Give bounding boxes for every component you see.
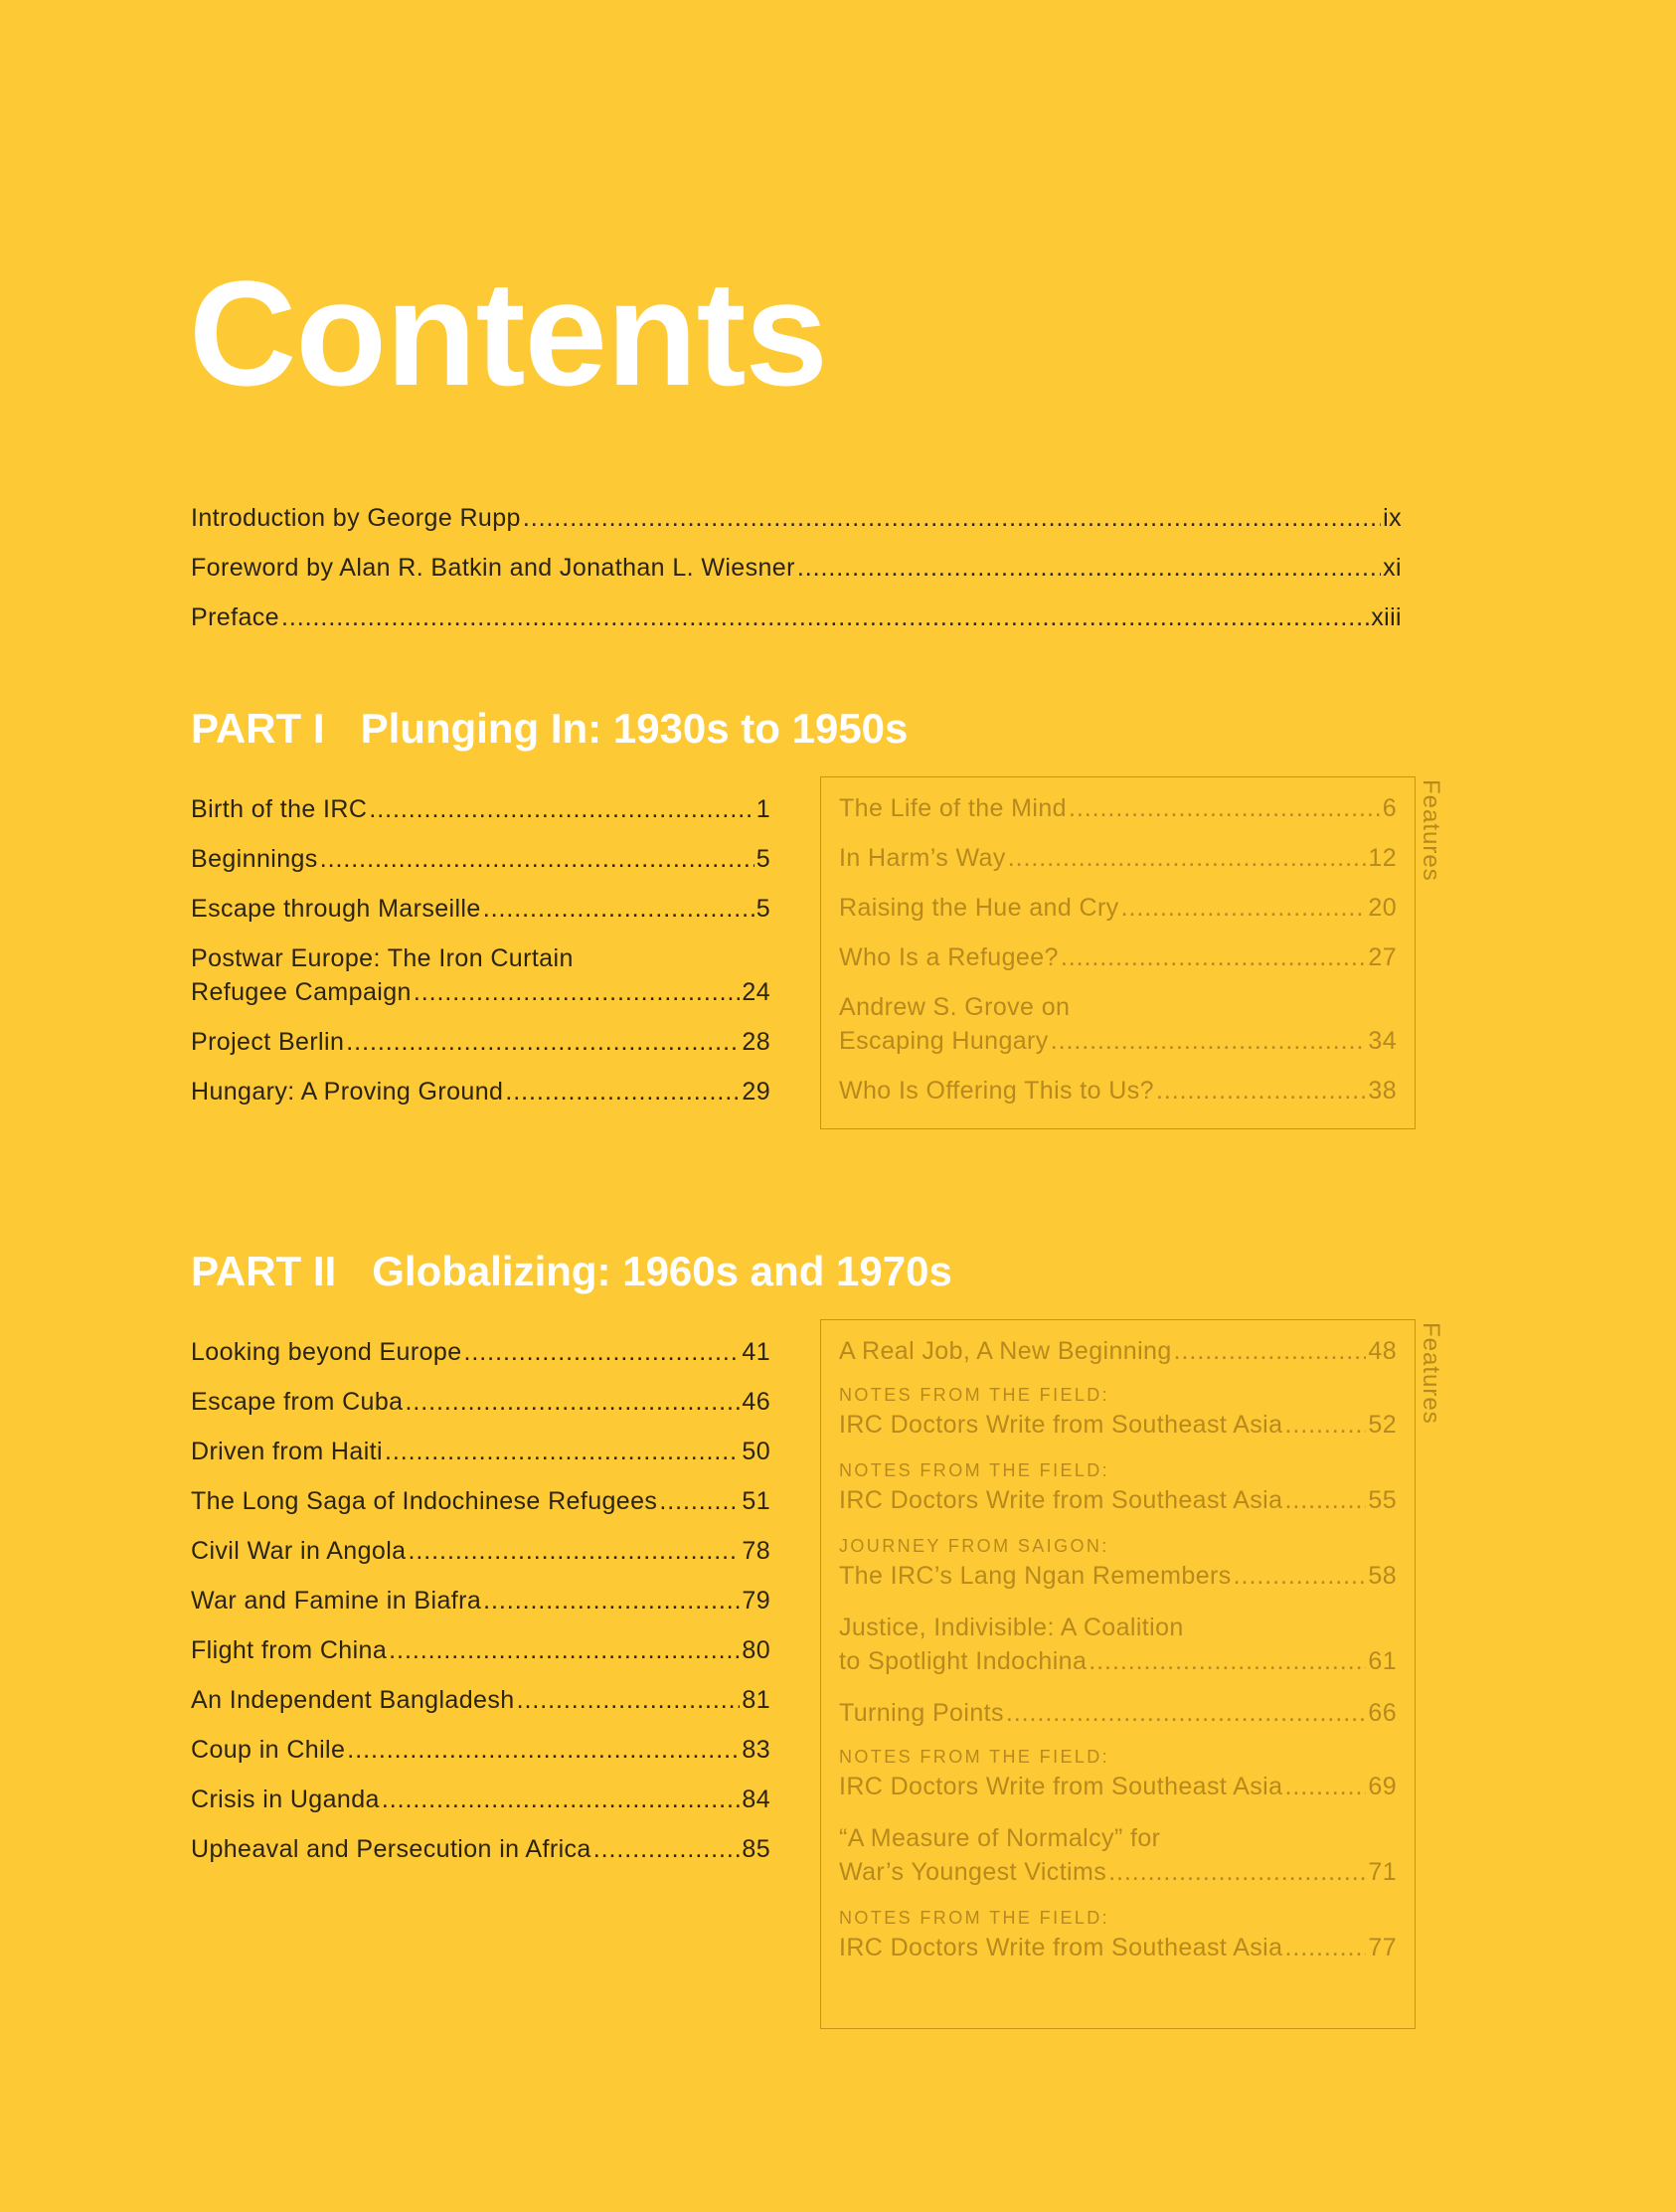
toc-entry[interactable] — [191, 1633, 770, 1667]
features-tab-label: Features — [1418, 779, 1444, 882]
feature-entry[interactable] — [839, 891, 1397, 925]
dot-leader — [408, 1534, 740, 1568]
dot-leader — [1051, 1024, 1367, 1058]
entry-label: Project Berlin — [191, 1028, 345, 1056]
entry-page-number: 69 — [1368, 1773, 1397, 1800]
part-2-features-box — [820, 1319, 1416, 2029]
toc-entry[interactable] — [191, 1584, 770, 1617]
entry-page-number: 84 — [742, 1786, 770, 1813]
entry-label: A Real Job, A New Beginning — [839, 1337, 1172, 1365]
entry-label: Civil War in Angola — [191, 1537, 407, 1565]
entry-label: Introduction by George Rupp — [191, 504, 521, 532]
dot-leader — [483, 892, 754, 926]
feature-entry-line2 — [839, 1024, 1397, 1058]
dot-leader — [593, 1832, 741, 1866]
entry-page-number: 85 — [742, 1835, 770, 1863]
toc-entry[interactable] — [191, 1385, 770, 1419]
dot-leader — [505, 1075, 740, 1108]
entry-page-number: xi — [1383, 554, 1402, 582]
entry-label: The IRC’s Lang Ngan Remembers — [839, 1562, 1232, 1590]
dot-leader — [1121, 891, 1367, 925]
toc-entry-multiline[interactable] — [191, 941, 770, 1009]
entry-page-number: 20 — [1368, 894, 1397, 922]
entry-label: IRC Doctors Write from Southeast Asia — [839, 1773, 1283, 1800]
dot-leader — [281, 600, 1369, 634]
front-matter-list — [191, 501, 1402, 650]
entry-page-number: 78 — [742, 1537, 770, 1565]
entry-page-number: 77 — [1368, 1934, 1397, 1961]
feature-entry[interactable] — [839, 1074, 1397, 1107]
part-title: Globalizing: 1960s and 1970s — [372, 1248, 952, 1294]
toc-entry[interactable] — [191, 892, 770, 926]
toc-entry[interactable] — [191, 1733, 770, 1767]
toc-entry[interactable] — [191, 792, 770, 826]
dot-leader — [659, 1484, 740, 1518]
dot-leader — [346, 1025, 740, 1059]
feature-entry-line2 — [839, 1408, 1397, 1442]
part-2-chapter-list — [191, 1335, 770, 1882]
entry-label: IRC Doctors Write from Southeast Asia — [839, 1934, 1283, 1961]
feature-entry-multiline[interactable] — [839, 990, 1397, 1058]
feature-entry-multiline[interactable] — [839, 1535, 1397, 1593]
dot-leader — [1284, 1931, 1366, 1964]
dot-leader — [523, 501, 1381, 535]
dot-leader — [320, 842, 754, 876]
feature-entry-multiline[interactable] — [839, 1384, 1397, 1442]
entry-page-number: 41 — [742, 1338, 770, 1366]
feature-kicker: NOTES FROM THE FIELD: — [839, 1385, 1110, 1405]
entry-label: The Life of the Mind — [839, 794, 1067, 822]
entry-label: IRC Doctors Write from Southeast Asia — [839, 1486, 1283, 1514]
entry-page-number: 58 — [1368, 1562, 1397, 1590]
dot-leader — [517, 1683, 741, 1717]
feature-entry-multiline[interactable] — [839, 1459, 1397, 1517]
entry-label: War and Famine in Biafra — [191, 1587, 482, 1615]
dot-leader — [1061, 940, 1367, 974]
toc-entry[interactable] — [191, 1025, 770, 1059]
part-title: Plunging In: 1930s to 1950s — [360, 705, 909, 752]
entry-page-number: 52 — [1368, 1411, 1397, 1439]
entry-label: Beginnings — [191, 845, 318, 873]
entry-page-number: 46 — [742, 1388, 770, 1416]
entry-label: An Independent Bangladesh — [191, 1686, 515, 1714]
dot-leader — [1089, 1644, 1366, 1678]
entry-page-number: 83 — [742, 1736, 770, 1764]
entry-page-number: 79 — [742, 1587, 770, 1615]
toc-entry[interactable] — [191, 1484, 770, 1518]
toc-entry[interactable] — [191, 600, 1402, 634]
part-number: PART II — [191, 1248, 337, 1294]
entry-label-line1: Postwar Europe: The Iron Curtain — [191, 944, 574, 972]
entry-page-number: 12 — [1368, 844, 1397, 872]
entry-page-number: ix — [1383, 504, 1402, 532]
entry-page-number: 28 — [742, 1028, 770, 1056]
dot-leader — [1069, 791, 1381, 825]
entry-label: Birth of the IRC — [191, 795, 368, 823]
entry-label: Turning Points — [839, 1699, 1004, 1727]
entry-page-number: 61 — [1368, 1647, 1397, 1675]
entry-label-line1: “A Measure of Normalcy” for — [839, 1824, 1161, 1852]
entry-label: Coup in Chile — [191, 1736, 346, 1764]
entry-page-number: 5 — [755, 845, 770, 873]
entry-label: Who Is Offering This to Us? — [839, 1077, 1154, 1105]
part-2-heading — [191, 1247, 952, 1296]
dot-leader — [347, 1733, 740, 1767]
entry-label: In Harm’s Way — [839, 844, 1006, 872]
dot-leader — [1006, 1696, 1367, 1730]
dot-leader — [369, 792, 754, 826]
toc-entry[interactable] — [191, 1335, 770, 1369]
feature-kicker: NOTES FROM THE FIELD: — [839, 1747, 1110, 1767]
entry-label: The Long Saga of Indochinese Refugees — [191, 1487, 658, 1515]
dot-leader — [1008, 841, 1367, 875]
entry-page-number: 71 — [1368, 1858, 1397, 1886]
entry-page-number: 1 — [755, 795, 770, 823]
part-1-features-box — [820, 776, 1416, 1129]
entry-page-number: 29 — [742, 1078, 770, 1106]
dot-leader — [414, 975, 741, 1009]
dot-leader — [1284, 1770, 1366, 1803]
entry-label: Preface — [191, 603, 279, 631]
entry-label: Refugee Campaign — [191, 978, 412, 1006]
entry-page-number: xiii — [1371, 603, 1402, 631]
entry-label-line1: Andrew S. Grove on — [839, 993, 1071, 1021]
toc-entry[interactable] — [191, 1683, 770, 1717]
entry-label: Foreword by Alan R. Batkin and Jonathan L. Wiesner — [191, 554, 795, 582]
entry-label-line1: Justice, Indivisible: A Coalition — [839, 1614, 1184, 1641]
dot-leader — [382, 1783, 741, 1816]
feature-kicker: JOURNEY FROM SAIGON: — [839, 1536, 1109, 1556]
toc-entry[interactable] — [191, 842, 770, 876]
entry-label: Flight from China — [191, 1636, 388, 1664]
dot-leader — [1284, 1408, 1366, 1442]
feature-entry-line2 — [839, 1644, 1397, 1678]
dot-leader — [483, 1584, 740, 1617]
dot-leader — [1174, 1334, 1367, 1368]
feature-kicker: NOTES FROM THE FIELD: — [839, 1460, 1110, 1480]
toc-entry[interactable] — [191, 551, 1402, 585]
feature-entry-line2 — [839, 1770, 1397, 1803]
toc-entry[interactable] — [191, 501, 1402, 535]
toc-entry[interactable] — [191, 1832, 770, 1866]
toc-entry[interactable] — [191, 1435, 770, 1468]
part-1-chapter-list — [191, 792, 770, 1124]
entry-page-number: 51 — [742, 1487, 770, 1515]
entry-label: Who Is a Refugee? — [839, 943, 1059, 971]
entry-label: Escape from Cuba — [191, 1388, 404, 1416]
dot-leader — [389, 1633, 740, 1667]
feature-kicker: NOTES FROM THE FIELD: — [839, 1908, 1110, 1928]
entry-page-number: 24 — [742, 978, 770, 1006]
feature-entry-multiline[interactable] — [839, 1611, 1397, 1678]
feature-entry[interactable] — [839, 940, 1397, 974]
dot-leader — [797, 551, 1381, 585]
entry-page-number: 6 — [1382, 794, 1397, 822]
feature-entry[interactable] — [839, 1334, 1397, 1368]
entry-page-number: 48 — [1368, 1337, 1397, 1365]
dot-leader — [385, 1435, 740, 1468]
toc-entry[interactable] — [191, 1783, 770, 1816]
toc-entry[interactable] — [191, 1075, 770, 1108]
entry-label: Escape through Marseille — [191, 895, 481, 923]
entry-label: Crisis in Uganda — [191, 1786, 380, 1813]
entry-page-number: 5 — [755, 895, 770, 923]
feature-entry-line2 — [839, 1483, 1397, 1517]
toc-entry[interactable] — [191, 1534, 770, 1568]
part-number: PART I — [191, 705, 325, 752]
entry-label: to Spotlight Indochina — [839, 1647, 1088, 1675]
dot-leader — [464, 1335, 741, 1369]
feature-entry-multiline[interactable] — [839, 1907, 1397, 1964]
feature-entry-line2 — [839, 1559, 1397, 1593]
toc-entry-line2 — [191, 975, 770, 1009]
entry-label: Looking beyond Europe — [191, 1338, 462, 1366]
entry-page-number: 27 — [1368, 943, 1397, 971]
dot-leader — [1156, 1074, 1366, 1107]
dot-leader — [1108, 1855, 1366, 1889]
entry-page-number: 55 — [1368, 1486, 1397, 1514]
feature-entry-multiline[interactable] — [839, 1821, 1397, 1889]
dot-leader — [1234, 1559, 1367, 1593]
feature-entry[interactable] — [839, 841, 1397, 875]
feature-entry[interactable] — [839, 1696, 1397, 1730]
feature-entry-line2 — [839, 1855, 1397, 1889]
part-1-heading — [191, 704, 908, 754]
entry-page-number: 34 — [1368, 1027, 1397, 1055]
entry-page-number: 80 — [742, 1636, 770, 1664]
entry-page-number: 38 — [1368, 1077, 1397, 1105]
entry-label: War’s Youngest Victims — [839, 1858, 1107, 1886]
feature-entry-line2 — [839, 1931, 1397, 1964]
entry-label: Driven from Haiti — [191, 1438, 383, 1465]
dot-leader — [405, 1385, 740, 1419]
entry-label: Escaping Hungary — [839, 1027, 1049, 1055]
dot-leader — [1284, 1483, 1366, 1517]
entry-label: IRC Doctors Write from Southeast Asia — [839, 1411, 1283, 1439]
feature-entry[interactable] — [839, 791, 1397, 825]
entry-label: Raising the Hue and Cry — [839, 894, 1119, 922]
feature-entry-multiline[interactable] — [839, 1746, 1397, 1803]
entry-page-number: 50 — [742, 1438, 770, 1465]
entry-page-number: 81 — [742, 1686, 770, 1714]
entry-page-number: 66 — [1368, 1699, 1397, 1727]
entry-label: Hungary: A Proving Ground — [191, 1078, 504, 1106]
entry-label: Upheaval and Persecution in Africa — [191, 1835, 591, 1863]
page-title: Contents — [189, 250, 827, 417]
features-tab-label: Features — [1418, 1322, 1444, 1425]
